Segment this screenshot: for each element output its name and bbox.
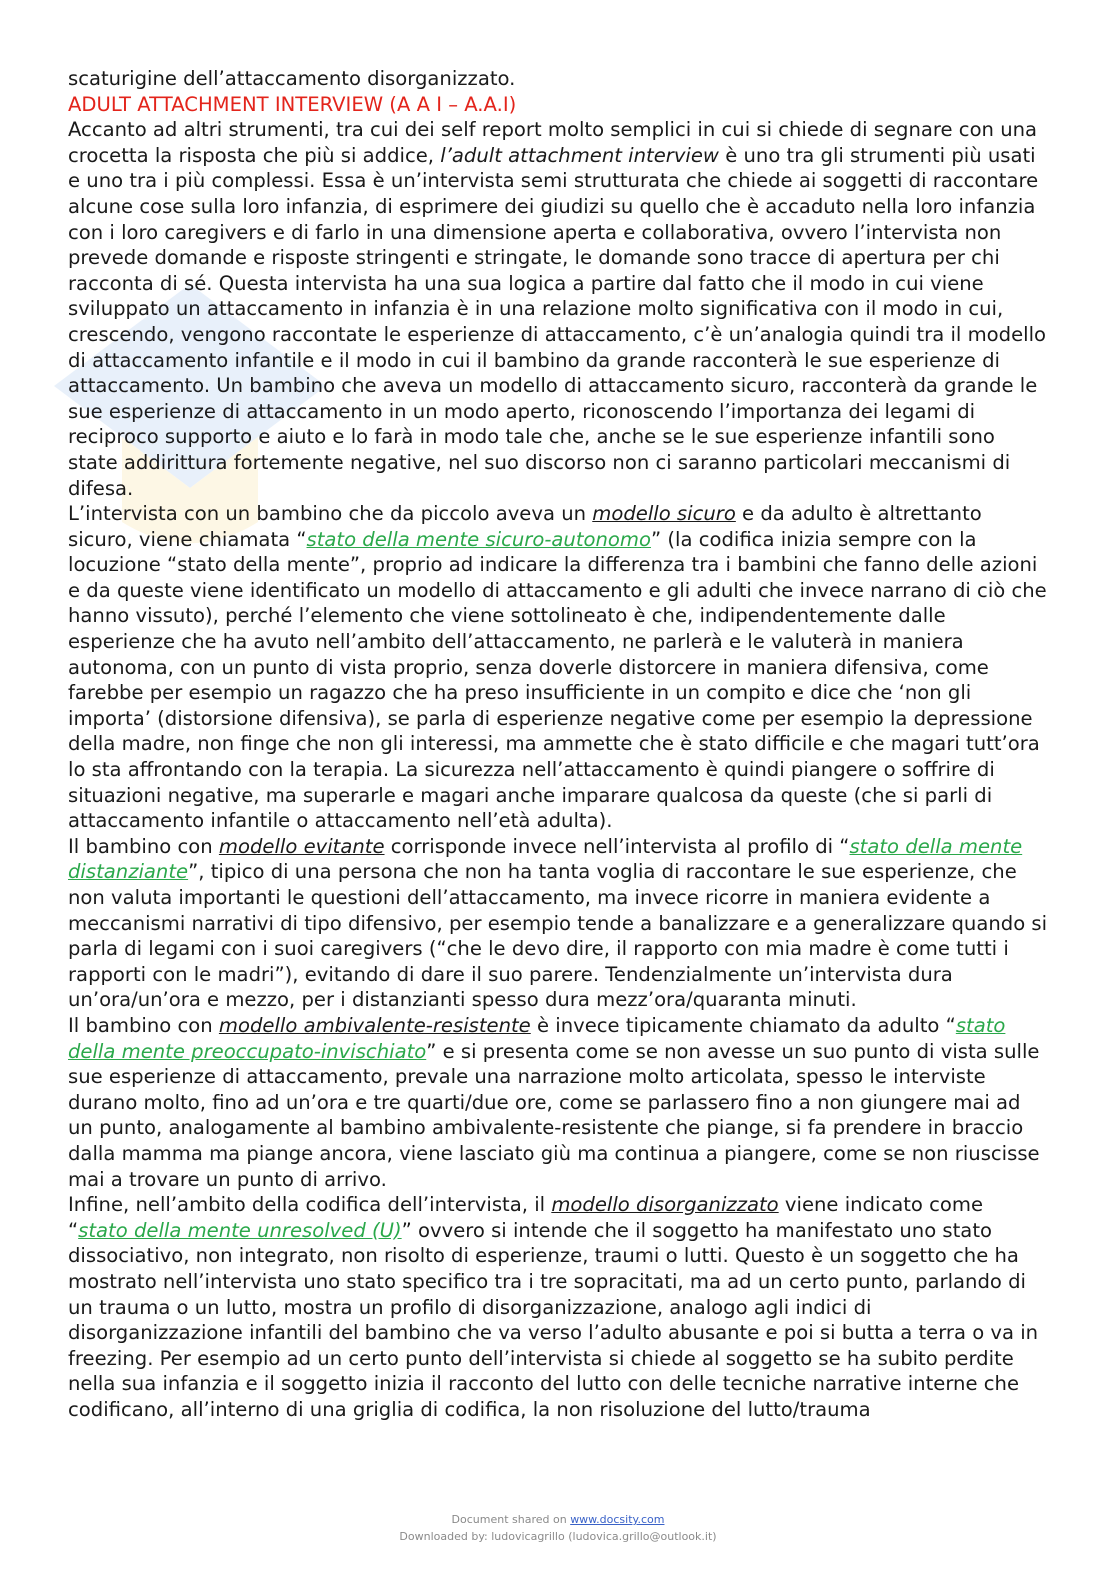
text-run: Il bambino con — [68, 1013, 219, 1037]
term-modello-sicuro: modello sicuro — [592, 502, 736, 526]
docsity-link[interactable]: www.docsity.com — [570, 1513, 665, 1526]
paragraph-intro: scaturigine dell’attaccamento disorganizzato. — [68, 67, 516, 90]
document-body — [68, 66, 1048, 1422]
paragraph-disorganized — [68, 1192, 1048, 1422]
term-modello-disorganizzato: modello disorganizzato — [551, 1193, 779, 1217]
text-run: ” ovvero si intende che il soggetto ha manifestato uno stato dissociativo, non integrato, non risolto di esperienze, traumi o lutti. Questo è un soggetto che ha mostrato nell’intervista uno stato specifico tra i tre sopracitati, ma ad un certo punto, parlando di un trauma o un lutto, mostra un profilo di disorganizzazione, analogo agli indici di disorganizzazione infantili del bambino che va verso l’adulto abusante e poi si butta a terra o va in freezing. Per esempio ad un certo punto dell’intervista si chiede al soggetto se ha subito perdite nella sua infanzia e il soggetto inizia il racconto del lutto con delle tecniche narrative interne che codificano, all’interno di una griglia di codifica, la non risoluzione del lutto/trauma — [68, 1218, 1039, 1421]
paragraph-ambivalent — [68, 1013, 1048, 1192]
text-run: ” (la codifica inizia sempre con la locuzione “stato della mente”, proprio ad indicare la differenza tra i bambini che fanno delle azioni e da queste viene identificato un modello di attaccamento e gli adulti che invece narrano di ciò che hanno vissuto), perché l’elemento che viene sottolineato è che, indipendentemente dalle esperienze che ha avuto nell’ambito dell’attaccamento, ne parlerà e le valuterà in maniera autonoma, con un punto di vista proprio, senza doverle distorcere in maniera difensiva, come farebbe per esempio un ragazzo che ha preso insufficiente in un compito e dice che ‘non gli importa’ (distorsione difensiva), se parla di esperienze negative come per esempio la depressione della madre, non finge che non gli interessi, ma ammette che è stato difficile e che magari tutt’ora lo sta affrontando con la terapia. La sicurezza nell’attaccamento è quindi piangere o soffrire di situazioni negative, ma superarle e magari anche imparare qualcosa da queste (che si parli di attaccamento infantile o attaccamento nell’età adulta). — [68, 527, 1047, 833]
text-run: Accanto ad altri strumenti, tra cui dei self report molto semplici in cui si chiede di segnare con una crocetta la risposta che più si addice, — [68, 118, 1038, 167]
text-run: ”, tipico di una persona che non ha tanta voglia di raccontare le sue esperienze, che non valuta importanti le questioni dell’attaccamento, ma invece ricorre in maniera evidente a meccanismi narrativi di tipo difensivo, per esempio tende a banalizzare e a generalizzare quando si parla di legami con i suoi caregivers (“che le devo dire, il rapporto con mia madre è come tutti i rapporti con le madri”), evitando di dare il suo parere. Tendenzialmente un’intervista dura un’ora/un’ora e mezzo, per i distanzianti spesso dura mezz’ora/quaranta minuti. — [68, 860, 1048, 1012]
term-sicuro-autonomo: stato della mente sicuro-autonomo — [306, 527, 651, 551]
text-run: viene indicato come “ — [68, 1193, 984, 1242]
term-preoccupato-invischiato: stato della mente preoccupato-invischiato — [68, 1013, 1006, 1063]
paragraph-avoidant — [68, 834, 1048, 1013]
text-run: Infine, nell’ambito della codifica dell’intervista, il — [68, 1193, 552, 1217]
text-run-italic: l’adult attachment interview — [440, 143, 719, 167]
term-modello-evitante: modello evitante — [218, 834, 385, 858]
term-unresolved: stato della mente unresolved (U) — [78, 1218, 402, 1242]
term-modello-ambivalente: modello ambivalente-resistente — [218, 1013, 531, 1037]
text-run: corrisponde invece nell’intervista al profilo di “ — [384, 834, 850, 858]
footer-shared-prefix: Document shared on — [451, 1513, 571, 1526]
section-heading: ADULT ATTACHMENT INTERVIEW (A A I – A.A.I) — [68, 92, 517, 116]
text-run: ” e si presenta come se non avesse un suo punto di vista sulle sue esperienze di attaccamento, prevale una narrazione molto articolata, spesso le interviste durano molto, fino ad un’ora e tre quarti/due ore, come se parlassero fino a non giungere mai ad un punto, analogamente al bambino ambivalente-resistente che piange, si fa prendere in braccio dalla mamma ma piange ancora, viene lasciato giù ma continua a piangere, come se non riuscisse mai a trovare un punto di arrivo. — [68, 1039, 1040, 1191]
text-run: e da adulto è altrettanto sicuro, viene chiamata “ — [68, 502, 982, 551]
footer-shared — [0, 1513, 1116, 1526]
term-distanziante: stato della mente distanziante — [68, 834, 1023, 884]
text-run: Il bambino con — [68, 834, 219, 858]
paragraph-aai-description — [68, 117, 1048, 501]
text-run: è uno tra gli strumenti più usati e uno tra i più complessi. Essa è un’intervista semi strutturata che chiede ai soggetti di raccontare alcune cose sulla loro infanzia, di esprimere dei giudizi su quello che è accaduto nella loro infanzia con i loro caregivers e di farlo in una dimensione aperta e collaborativa, ovvero l’intervista non prevede domande e risposte stringenti e stringate, le domande sono tracce di apertura per chi racconta di sé. Questa intervista ha una sua logica a partire dal fatto che il modo in cui viene sviluppato un attaccamento in infanzia è in una relazione molto significativa con il modo in cui, crescendo, vengono raccontate le esperienze di attaccamento, c’è un’analogia quindi tra il modello di attaccamento infantile e il modo in cui il bambino da grande racconterà le sue esperienze di attaccamento. Un bambino che aveva un modello di attaccamento sicuro, racconterà da grande le sue esperienze di attaccamento in un modo aperto, riconoscendo l’importanza dei legami di reciproco supporto e aiuto e lo farà in modo tale che, anche se le sue esperienze infantili sono state addirittura fortemente negative, nel suo discorso non ci saranno particolari meccanismi di difesa. — [68, 143, 1047, 500]
footer-downloaded-by: Downloaded by: ludovicagrillo (ludovica.grillo@outlook.it) — [399, 1530, 717, 1543]
text-run: L’intervista con un bambino che da piccolo aveva un — [68, 502, 593, 526]
text-run: è invece tipicamente chiamato da adulto “ — [530, 1013, 956, 1037]
paragraph-secure — [68, 501, 1048, 834]
